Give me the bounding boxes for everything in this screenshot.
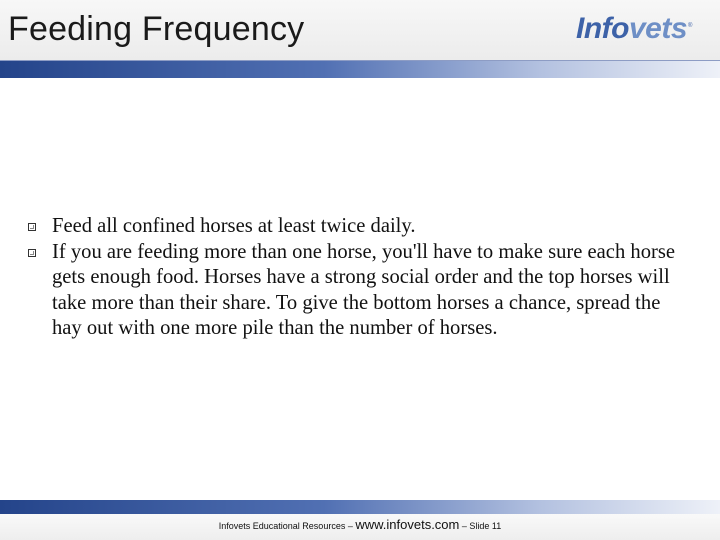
- slide-footer: [0, 516, 720, 534]
- slide-body: [28, 214, 688, 342]
- slide-title: Feeding Frequency: [8, 10, 305, 48]
- square-bullet-icon: [28, 249, 36, 257]
- logo-text-vets: vets: [628, 12, 688, 45]
- header-divider-line: [0, 60, 720, 61]
- square-bullet-icon: [28, 223, 36, 231]
- bullet-list: [28, 214, 688, 342]
- logo-text-info: Info: [576, 12, 629, 45]
- footer-url-link[interactable]: www.infovets.com: [355, 517, 460, 532]
- bullet-text: If you are feeding more than one horse, you'll have to make sure each horse gets enough food. Horses have a strong social order and the top horses will take more than their share. To give the bottom horses a chance, spread the hay out with one more pile than the number of horses.: [52, 240, 676, 339]
- bullet-text: Feed all confined horses at least twice daily.: [52, 215, 416, 237]
- header-divider-bar: [0, 60, 720, 78]
- footer-prefix: Infovets Educational Resources –: [218, 521, 356, 531]
- infovets-logo: [576, 12, 692, 46]
- bullet-item: [28, 214, 688, 240]
- registered-mark: ®: [688, 23, 692, 29]
- footer-slide-number: – Slide 11: [459, 521, 502, 531]
- bullet-item: [28, 240, 688, 342]
